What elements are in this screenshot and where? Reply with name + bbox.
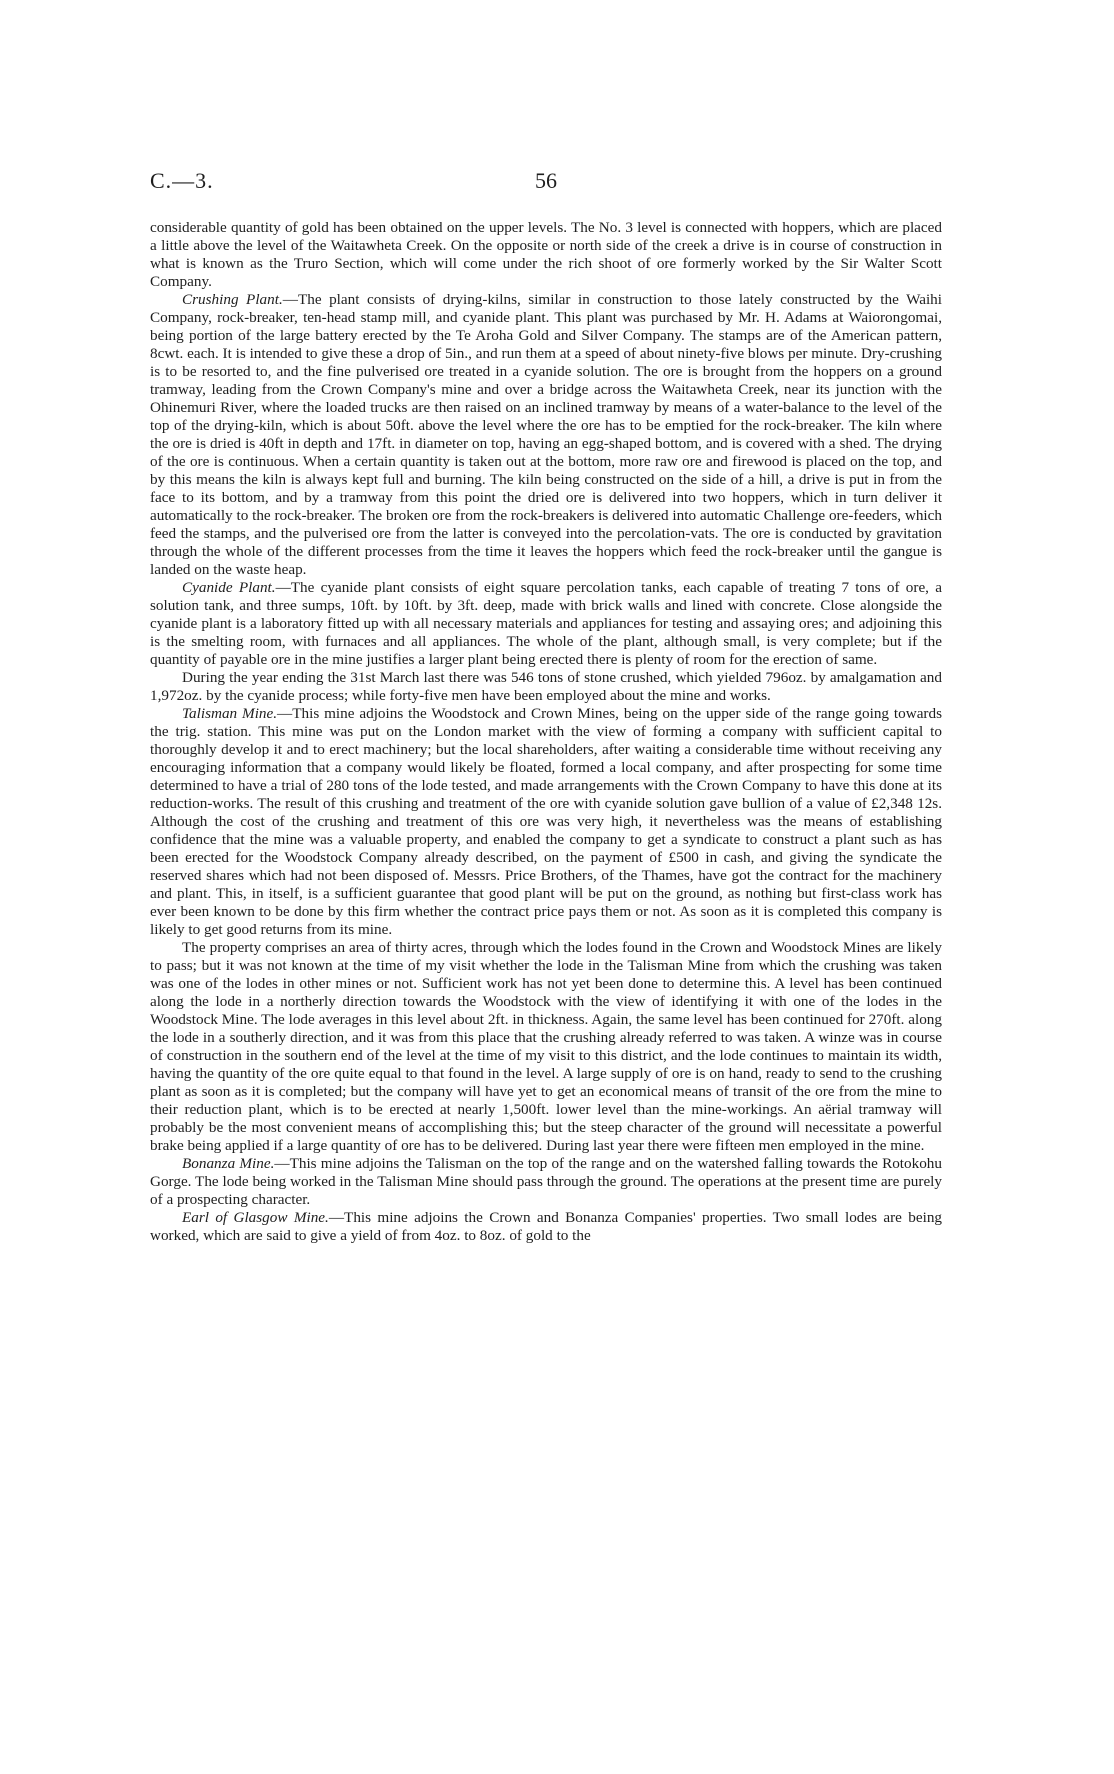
section-heading: Earl of Glasgow Mine. xyxy=(182,1209,329,1226)
paragraph xyxy=(150,939,942,1155)
paragraph xyxy=(150,219,942,291)
paragraph-text: —The plant consists of drying-kilns, similar in construction to those lately constructed by the Waihi Company, rock-breaker, ten-head stamp mill, and cyanide plant. This plant was purchased by Mr. H. Adams at Waiorongomai, being portion of the large battery erected by the Te Aroha Gold and Silver Company. The stamps are of the American pattern, 8cwt. each. It is intended to give these a drop of 5in., and run them at a speed of about ninety-five blows per minute. Dry-crushing is to be resorted to, and the fine pulverised ore treated in a cyanide solution. The ore is brought from the hoppers on a ground tramway, leading from the Crown Company's mine and over a bridge across the Waitawheta Creek, near its junction with the Ohinemuri River, where the loaded trucks are then raised on an inclined tramway by means of a water-balance to the level of the top of the drying-kiln, which is about 50ft. above the level where the ore has to be emptied for the rock-breaker. The kiln where the ore is dried is 40ft in depth and 17ft. in diameter on top, having an egg-shaped bottom, and is covered with a shed. The drying of the ore is continuous. When a certain quantity is taken out at the bottom, more raw ore and firewood is placed on the top, and by this means the kiln is always kept full and burning. The kiln being constructed on the side of a hill, a drive is put in from the face to its bottom, and by a tramway from this point the dried ore is delivered into two hoppers, which in turn deliver it automatically to the rock-breaker. The broken ore from the rock-breakers is delivered into automatic Challenge ore-feeders, which feed the stamps, and the pulverised ore from the latter is conveyed into the percolation-vats. The ore is conducted by gravitation through the whole of the different processes from the time it leaves the hoppers which feed the rock-breaker until the gangue is landed on the waste heap. xyxy=(150,291,942,578)
section-heading: Cyanide Plant. xyxy=(182,579,276,596)
document-reference: C.—3. xyxy=(150,168,214,193)
paragraph-text: During the year ending the 31st March last there was 546 tons of stone crushed, which yielded 796oz. by amalgamation and 1,972oz. by the cyanide process; while forty-five men have been employed about the mine and works. xyxy=(150,669,942,704)
paragraph-talisman-mine xyxy=(150,705,942,939)
paragraph-text: —This mine adjoins the Crown and Bonanza Companies' properties. Two small lodes are being worked, which are said to give a yield of from 4oz. to 8oz. of gold to the xyxy=(150,1209,943,1244)
section-heading: Bonanza Mine. xyxy=(182,1155,275,1172)
paragraph-text: considerable quantity of gold has been obtained on the upper levels. The No. 3 level is connected with hoppers, which are placed a little above the level of the Waitawheta Creek. On the opposite or north side of the creek a drive is in course of construction in what is known as the Truro Section, which will come under the rich shoot of ore formerly worked by the Sir Walter Scott Company. xyxy=(150,219,942,290)
paragraph-text: —The cyanide plant consists of eight square percolation tanks, each capable of treating 7 tons of ore, a solution tank, and three sumps, 10ft. by 10ft. by 3ft. deep, made with brick walls and lined with concrete. Close alongside the cyanide plant is a laboratory fitted up with all necessary materials and appliances for testing and assaying ores; and adjoining this is the smelting room, with furnaces and all appliances. The whole of the plant, although small, is very complete; but if the quantity of payable ore in the mine justifies a larger plant being erected there is plenty of room for the erection of same. xyxy=(150,579,942,668)
paragraph-cyanide-plant xyxy=(150,579,942,669)
paragraph-bonanza-mine xyxy=(150,1155,942,1209)
page-number: 56 xyxy=(535,168,557,193)
section-heading: Crushing Plant. xyxy=(182,291,283,308)
paragraph-text: The property comprises an area of thirty acres, through which the lodes found in the Crown and Woodstock Mines are likely to pass; but it was not known at the time of my visit whether the lode in the Talisman Mine from which the crushing was taken was one of the lodes in other mines or not. Sufficient work has not yet been done to determine this. A level has been continued along the lode in a northerly direction towards the Woodstock with the view of identifying it with one of the lodes in the Woodstock Mine. The lode averages in this level about 2ft. in thickness. Again, the same level has been continued for 270ft. along the lode in a southerly direction, and it was from this place that the crushing already referred to was taken. A winze was in course of construction in the southern end of the level at the time of my visit to this district, and the lode continues to maintain its width, having the quantity of the ore quite equal to that found in the level. A large supply of ore is on hand, ready to send to the crushing plant as soon as it is completed; but the company will have yet to get an economical means of transit of the ore from the mine to their reduction plant, which is to be erected at nearly 1,500ft. lower level than the mine-workings. An aërial tramway will probably be the most convenient means of accomplishing this; but the steep character of the ground will necessitate a powerful brake being applied if a large quantity of ore has to be delivered. During last year there were fifteen men employed in the mine. xyxy=(150,939,942,1154)
section-heading: Talisman Mine. xyxy=(182,705,278,722)
paragraph-crushing-plant xyxy=(150,291,942,579)
paragraph xyxy=(150,669,942,705)
running-head xyxy=(150,168,942,198)
body-text xyxy=(150,219,942,1245)
paragraph-text: —This mine adjoins the Woodstock and Crown Mines, being on the upper side of the range going towards the trig. station. This mine was put on the London market with the view of forming a company with sufficient capital to thoroughly develop it and to erect machinery; but the local shareholders, after waiting a considerable time without receiving any encouraging information that a company would likely be floated, formed a local company, and after prospecting for some time determined to have a trial of 280 tons of the lode tested, and made arrangements with the Crown Company to have this done at its reduction-works. The result of this crushing and treatment of the ore with cyanide solution gave bullion of a value of £2,348 12s. Although the cost of the crushing and treatment of this ore was very high, it nevertheless was the means of establishing confidence that the mine was a valuable property, and enabled the company to get a syndicate to construct a plant such as has been erected for the Woodstock Company already described, on the payment of £500 in cash, and giving the syndicate the reserved shares which had not been disposed of. Messrs. Price Brothers, of the Thames, have got the contract for the machinery and plant. This, in itself, is a sufficient guarantee that good plant will be put on the ground, as nothing but first-class work has ever been known to be done by this firm whether the contract price pays them or not. As soon as it is completed this company is likely to get good returns from its mine. xyxy=(150,705,942,938)
paragraph-earl-of-glasgow-mine xyxy=(150,1209,942,1245)
paragraph-text: —This mine adjoins the Talisman on the top of the range and on the watershed falling towards the Rotokohu Gorge. The lode being worked in the Talisman Mine should pass through the ground. The operations at the present time are purely of a prospecting character. xyxy=(150,1155,942,1208)
